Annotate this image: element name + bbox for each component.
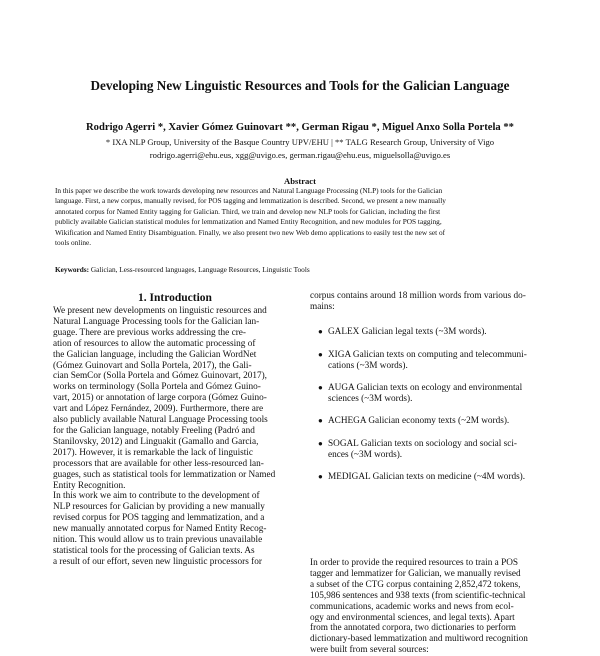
author-emails: rodrigo.agerri@ehu.eus, xgg@uvigo.es, german.rigau@ehu.eus, miguelsolla@uvigo.es	[149, 150, 451, 160]
list-item-text: sciences (~3M words).	[328, 393, 413, 404]
body-line: a result of our effort, seven new linguistic processors for	[53, 556, 262, 567]
bullet-icon: ●	[318, 350, 323, 359]
body-line: dictionary-based lemmatization and multiword recognition	[310, 634, 528, 645]
body-line: the Galician language, including the Galician WordNet	[53, 349, 257, 360]
bullet-icon: ●	[318, 439, 323, 448]
body-line: a subset of the CTG corpus containing 2,852,472 tokens,	[310, 579, 521, 590]
body-line: (Gómez Guinovart and Solla Portela, 2017), the Gali-	[53, 360, 252, 371]
keywords-text: Galician, Less-resourced languages, Language Resources, Linguistic Tools	[89, 265, 310, 274]
body-line: were built from several sources:	[310, 645, 429, 656]
paper-title: Developing New Linguistic Resources and Tools for the Galician Language	[90, 78, 510, 93]
body-line: statistical tools for the processing of Galician texts. As	[53, 545, 255, 556]
bullet-icon: ●	[318, 327, 323, 336]
list-item-text: SOGAL Galician texts on sociology and social sci-	[328, 439, 517, 449]
right-paragraph	[310, 558, 550, 656]
abstract-line: publicly available Galician statistical modules for lemmatization and Named Entity Recognition, and new modules for POS tagging,	[55, 217, 442, 227]
list-item-text: XIGA Galician texts on computing and telecommuni-	[328, 350, 527, 360]
body-line: new manually annotated corpus for Named Entity Recog-	[53, 524, 267, 535]
affiliations: * IXA NLP Group, University of the Basque Country UPV/EHU | ** TALG Research Group, University of Vigo	[105, 137, 495, 147]
body-line: mains:	[310, 301, 335, 312]
body-line: communications, academic works and news from ecol-	[310, 601, 514, 612]
abstract-heading: Abstract	[284, 176, 316, 186]
author-list: Rodrigo Agerri *, Xavier Gómez Guinovart **, German Rigau *, Miguel Anxo Solla Portela **	[86, 122, 514, 133]
abstract-line: annotated corpus for Named Entity tagging for Galician. Third, we train and develop new NLP tools for Galician, including the first	[55, 206, 441, 216]
body-line: Entity Recognition.	[53, 480, 126, 491]
body-line: 2017). However, it is remarkable the lack of linguistic	[53, 447, 253, 458]
body-line: corpus contains around 18 million words from various do-	[310, 291, 526, 301]
bullet-icon: ●	[318, 416, 323, 425]
body-line: revised corpus for POS tagging and lemmatization, and a	[53, 513, 265, 524]
body-line: processors that are available for other less-resourced lan-	[53, 458, 264, 469]
list-item-text: MEDIGAL Galician texts on medicine (~4M words).	[328, 472, 526, 482]
body-line: 105,986 sentences and 938 texts (from scientific-technical	[310, 590, 526, 601]
body-line: vart and López Fernández, 2009). Furthermore, there are	[53, 404, 264, 415]
body-line: In this work we aim to contribute to the development of	[53, 491, 260, 502]
body-line: In order to provide the required resources to train a POS	[310, 558, 519, 568]
body-line: Natural Language Processing tools for the Galician lan-	[53, 316, 260, 327]
right-column	[310, 291, 550, 656]
body-line: ogy and environmental sciences, and legal texts). Apart	[310, 612, 515, 623]
abstract-line: In this paper we describe the work towards developing new resources and Natural Language Processing (NLP) tools for the Galician	[55, 186, 443, 195]
abstract-line: tools online.	[55, 238, 92, 248]
body-line: also publicly available Natural Language Processing tools	[53, 415, 268, 426]
list-item-text: ences (~3M words).	[328, 449, 403, 460]
body-line: NLP resources for Galician by providing a new manually	[53, 502, 265, 513]
keywords-label: Keywords:	[55, 265, 90, 274]
body-line: vart, 2015) or annotation of large corpora (Gómez Guino-	[53, 393, 267, 404]
body-line: We present new developments on linguistic resources and	[53, 306, 267, 316]
list-item-text: GALEX Galician legal texts (~3M words).	[328, 327, 487, 337]
bullet-icon: ●	[318, 383, 323, 392]
body-line: Stanilovsky, 2012) and Linguakit (Gamallo and Garcia,	[53, 436, 259, 447]
list-item-text: ACHEGA Galician economy texts (~2M words).	[328, 416, 510, 426]
keywords	[55, 265, 545, 275]
body-line: guage. There are previous works addressing the cre-	[53, 327, 246, 338]
body-line: ation of resources to allow the automatic processing of	[53, 338, 256, 349]
bullet-icon: ●	[318, 472, 323, 481]
body-line: for the Galician language, notably Freeling (Padró and	[53, 425, 255, 436]
body-line: tagger and lemmatizer for Galician, we manually revised	[310, 568, 521, 579]
abstract-line: language. First, a new corpus, manually revised, for POS tagging and lemmatization is described. Second, we present a new manually	[55, 196, 446, 206]
body-line: cian SemCor (Solla Portela and Gómez Guinovart, 2017),	[53, 371, 267, 382]
body-line: nition. This would allow us to train previous unavailable	[53, 535, 263, 546]
abstract-line: Wikification and Named Entity Disambiguation. Finally, we also present two new Web demo applications to easily test the new set of	[55, 227, 446, 237]
left-column	[53, 306, 293, 568]
list-item-text: AUGA Galician texts on ecology and environmental	[328, 383, 523, 393]
body-line: from the annotated corpora, two dictionaries to perform	[310, 623, 516, 634]
list-item-text: cations (~3M words).	[328, 360, 408, 371]
section-heading-introduction: 1. Introduction	[138, 292, 212, 304]
body-line: guages, such as statistical tools for lemmatization or Named	[53, 469, 276, 480]
abstract-body	[55, 186, 545, 248]
body-line: works on terminology (Solla Portela and Gómez Guino-	[53, 382, 261, 393]
